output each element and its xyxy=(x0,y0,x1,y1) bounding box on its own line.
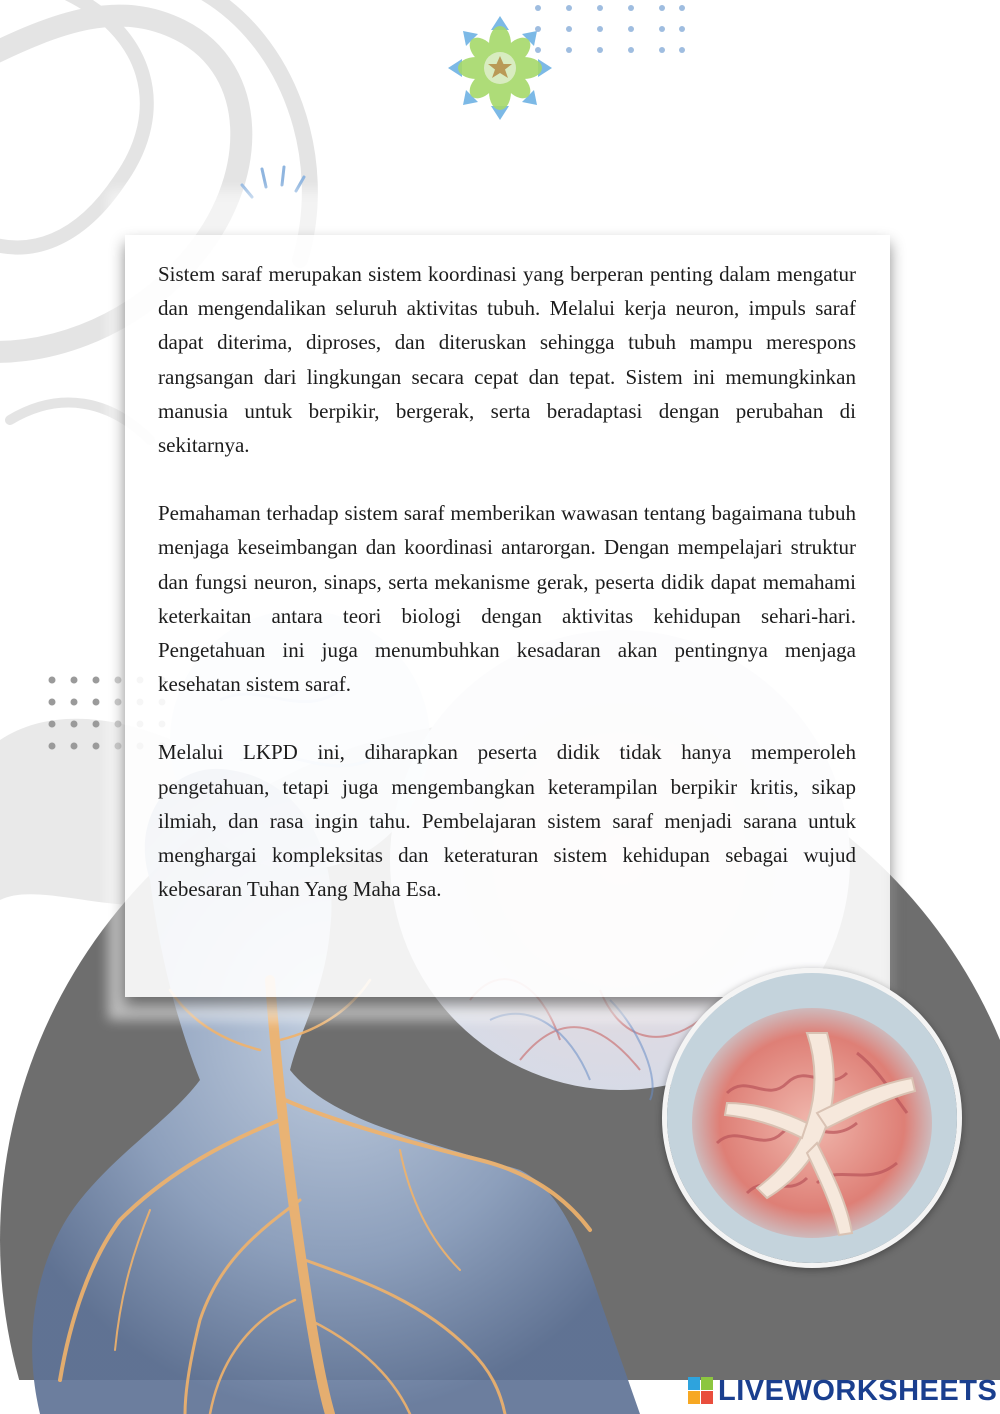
brand-text: LIVEWORKSHEETS xyxy=(718,1374,998,1407)
brain-image xyxy=(662,968,962,1268)
liveworksheets-brand xyxy=(688,1374,997,1408)
dot-grid-decoration xyxy=(530,2,700,58)
paragraph-2: Pemahaman terhadap sistem saraf memberikan wawasan tentang bagaimana tubuh menjaga keseimbangan dan koordinasi antarorgan. Dengan mempelajari struktur dan fungsi neuron, sinaps, serta mekanisme gerak, peserta didik dapat memahami keterkaitan antara teori biologi dengan aktivitas kehidupan sehari-hari. Pengetahuan ini juga menumbuhkan kesadaran akan pentingnya menjaga kesehatan sistem saraf. xyxy=(158,501,856,697)
text-panel xyxy=(125,235,890,997)
liveworksheets-cube-icon xyxy=(688,1377,714,1405)
paragraph-1: Sistem saraf merupakan sistem koordinasi yang berperan penting dalam mengatur dan mengendalikan seluruh aktivitas tubuh. Melalui kerja neuron, impuls saraf dapat diterima, diproses, dan diteruskan sehingga tubuh mampu merespons rangsangan dari lingkungan secara cepat dan tepat. Sistem ini memungkinkan manusia untuk berpikir, bergerak, serta beradaptasi dengan perubahan di sekitarnya. xyxy=(158,262,856,458)
brain-icon xyxy=(667,973,957,1263)
paragraph-3: Melalui LKPD ini, diharapkan peserta didik tidak hanya memperoleh pengetahuan, tetapi juga mengembangkan keterampilan berpikir kritis, sikap ilmiah, dan rasa ingin tahu. Pembelajaran sistem saraf menjadi sarana untuk menghargai kompleksitas dan keteraturan sistem kehidupan sebagai wujud kebesaran Tuhan Yang Maha Esa. xyxy=(158,740,856,902)
